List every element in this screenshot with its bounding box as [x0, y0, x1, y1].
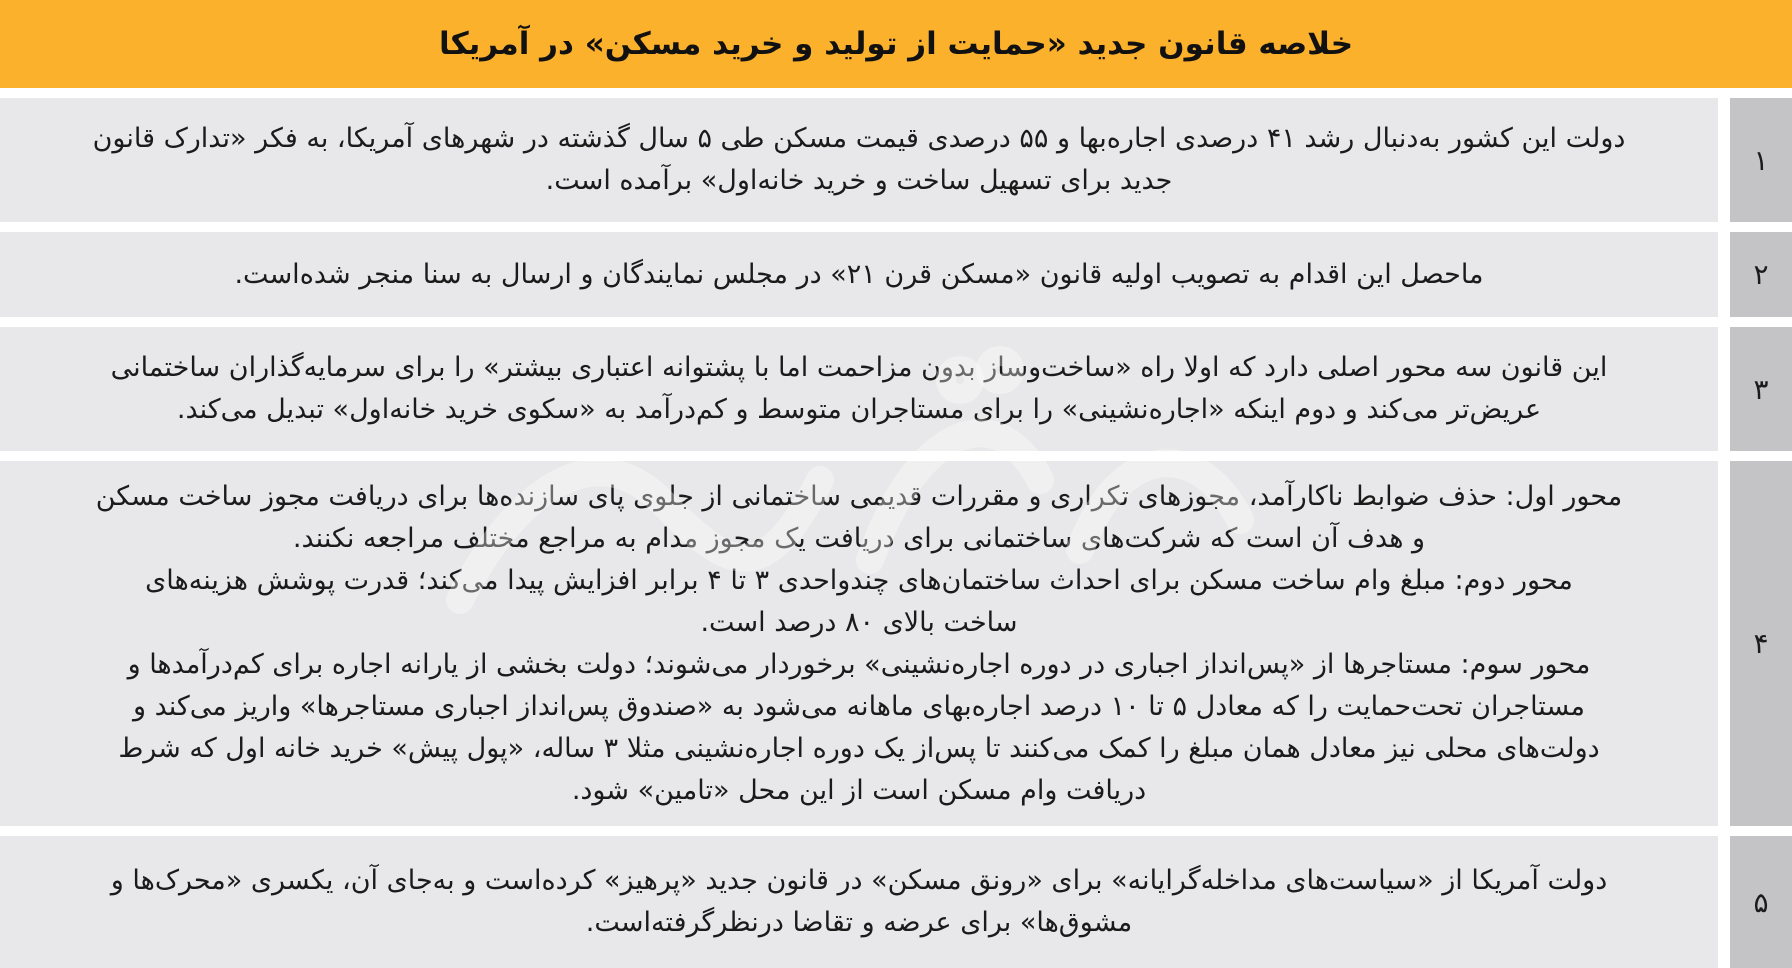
title-bar: [0, 0, 1792, 88]
row-number: ۴: [1730, 461, 1792, 826]
row-text-cell: [0, 232, 1718, 317]
summary-row-3: [0, 327, 1792, 451]
row-number: ۲: [1730, 232, 1792, 317]
row-text: ماحصل این اقدام به تصویب اولیه قانون «مسکن قرن ۲۱» در مجلس نمایندگان و ارسال به سنا منجر شده‌است.: [234, 258, 1484, 290]
row-text-cell: [0, 836, 1718, 968]
row-text: دولت آمریکا از «سیاست‌های مداخله‌گرایانه» برای «رونق مسکن» در قانون جدید «پرهیز» کرده‌است و به‌جای آن، یکسری «محرک‌ها و مشوق‌ها» برای عرضه و تقاضا درنظرگرفته‌است.: [110, 865, 1608, 938]
row-text: این قانون سه محور اصلی دارد که اولا راه «ساخت‌وساز بدون مزاحمت اما با پشتوانه اعتباری بیشتر» را برای سرمایه‌گذاران ساختمانی عریض‌تر می‌کند و دوم اینکه «اجاره‌نشینی» را برای مستاجران متوسط و کم‌درآمد به «سکوی خرید خانه‌اول» تبدیل می‌کند.: [110, 352, 1608, 425]
row-text-cell: [0, 461, 1718, 826]
row-text: محور اول: حذف ضوابط ناکارآمد، مجوزهای تکراری و مقررات قدیمی ساختمانی از جلوی پای سازنده‌ها برای دریافت مجوز ساخت مسکن و هدف آن است که شرکت‌های ساختمانی برای دریافت یک مجوز مدام به مراجع مختلف مراجعه نکنند. محور دوم: مبلغ وام ساخت مسکن برای احداث ساختمان‌های چندواحدی ۳ تا ۴ برابر افزایش پیدا می‌کند؛ قدرت پوشش هزینه‌های ساخت بالای ۸۰ درصد است. محور سوم: مستاجرها از «پس‌انداز اجباری در دوره اجاره‌نشینی» برخوردار می‌شوند؛ دولت بخشی از یارانه اجاره برای کم‌درآمدها و مستاجران تحت‌حمایت را که معادل ۵ تا ۱۰ درصد اجاره‌بهای ماهانه می‌شود به «صندوق پس‌انداز اجباری مستاجرها» واریز می‌کند و دولت‌های محلی نیز معادل همان مبلغ را کمک می‌کنند تا پس‌از یک دوره اجاره‌نشینی مثلا ۳ ساله، «پول پیش» خرید خانه اول که شرط دریافت وام مسکن است از این محل «تامین» شود.: [95, 480, 1623, 806]
row-number: ۳: [1730, 327, 1792, 451]
row-text-cell: [0, 327, 1718, 451]
row-text: دولت این کشور به‌دنبال رشد ۴۱ درصدی اجاره‌بها و ۵۵ درصدی قیمت مسکن طی ۵ سال گذشته در شهرهای آمریکا، به فکر «تدارک قانون جدید برای تسهیل ساخت و خرید خانه‌اول» برآمده است.: [92, 123, 1626, 196]
row-number: ۵: [1730, 836, 1792, 968]
summary-row-5: [0, 836, 1792, 968]
summary-row-2: [0, 232, 1792, 317]
page-title: خلاصه قانون جدید «حمایت از تولید و خرید مسکن» در آمریکا: [438, 26, 1354, 62]
summary-row-4: [0, 461, 1792, 826]
summary-row-1: [0, 98, 1792, 222]
row-number: ۱: [1730, 98, 1792, 222]
row-text-cell: [0, 98, 1718, 222]
